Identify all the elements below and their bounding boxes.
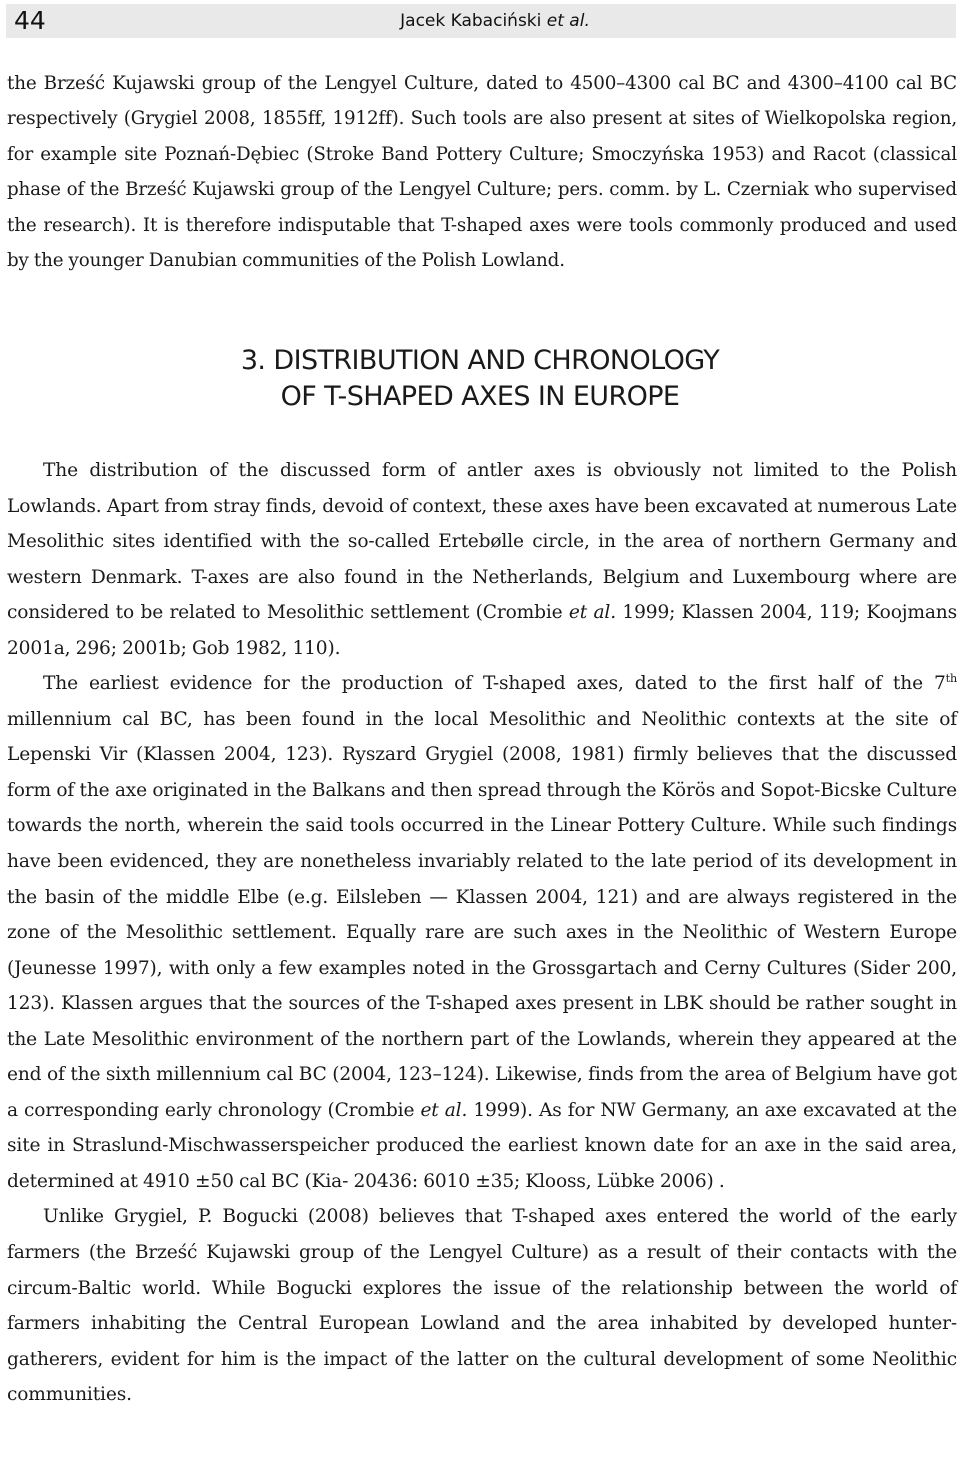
- italic-citation: et al.: [568, 602, 616, 624]
- superscript: th: [945, 672, 957, 686]
- text-block-top: [7, 66, 957, 278]
- paragraph-text: 1999; Klassen 2004, 119; Koojmans 2001a, 296; 2001b; Gob 1982, 110).: [7, 602, 957, 659]
- paragraph-distribution: [7, 453, 957, 666]
- italic-citation: et al.: [420, 1099, 468, 1121]
- paragraph-continuation: the Brześć Kujawski group of the Lengyel Culture, dated to 4500–4300 cal BC and 4300–4100 cal BC respectively (Grygiel 2008, 1855ff, 1912ff). Such tools are also present at sites of Wielkopolska region, for example site Poznań-Dębiec (Stroke Band Pottery Culture; Smoczyńska 1953) and Racot (classical phase of the Brześć Kujawski group of the Lengyel Culture; pers. comm. by L. Czerniak who supervised the research). It is therefore indisputable that T-shaped axes were tools commonly produced and used by the younger Danubian communities of the Polish Lowland.: [7, 73, 957, 272]
- paragraph-text: millennium cal BC, has been found in the local Mesolithic and Neolithic contexts at the site of Lepenski Vir (Klassen 2004, 123). Ryszard Grygiel (2008, 1981) firmly believes that the discussed form of the axe originated in the Balkans and then spread through the Körös and Sopot-Bicske Culture towards the north, wherein the said tools occurred in the Linear Pottery Culture. While such findings have been evidenced, they are nonetheless invariably related to the late period of its development in the basin of the middle Elbe (e.g. Eilsleben — Klassen 2004, 121) and are always registered in the zone of the Mesolithic settlement. Equally rare are such axes in the Neolithic of Western Europe (Jeunesse 1997), with only a few examples noted in the Grossgartach and Cerny Cultures (Sider 200, 123). Klassen argues that the sources of the T-shaped axes present in LBK should be rather sought in the Late Mesolithic environment of the northern part of the Lowlands, wherein they appeared at the end of the sixth millennium cal BC (2004, 123–124). Likewise, finds from the area of Belgium have got a corresponding early chronology (Crombie: [7, 708, 957, 1121]
- paragraph-bogucki: Unlike Grygiel, P. Bogucki (2008) believes that T-shaped axes entered the world of the early farmers (the Brześć Kujawski group of the Lengyel Culture) as a result of their contacts with the circum-Baltic world. While Bogucki explores the issue of the relationship between the world of farmers inhabiting the Central European Lowland and the area inhabited by developed hunter-gatherers, evident for him is the impact of the latter on the cultural development of some Neolithic communities.: [7, 1206, 957, 1406]
- section-heading: [0, 343, 960, 415]
- running-head-author: [6, 4, 956, 38]
- paragraph-text: The distribution of the discussed form of antler axes is obviously not limited to the Polish Lowlands. Apart from stray finds, devoid of context, these axes have been excavated at numerous Late Mesolithic sites identified with the so-called Ertebølle circle, in the area of northern Germany and western Denmark. T-axes are also found in the Netherlands, Belgium and Luxembourg where are considered to be related to Mesolithic settlement (Crombie: [7, 460, 957, 624]
- author-name: Jacek Kabaciński: [400, 11, 542, 31]
- section-heading-line-2: OF T-SHAPED AXES IN EUROPE: [280, 381, 680, 412]
- text-block-main: [7, 453, 957, 1413]
- paragraph-earliest-evidence: [7, 666, 957, 1199]
- paragraph-text: 1999). As for NW Germany, an axe excavated at the site in Straslund-Mischwasserspeicher produced the earliest known date for an axe in the said area, determined at 4910 ±50 cal BC (Kia- 20436: 6010 ±35; Klooss, Lübke 2006) .: [7, 1099, 958, 1192]
- section-heading-line-1: 3. DISTRIBUTION AND CHRONOLOGY: [240, 345, 720, 376]
- paragraph-text: The earliest evidence for the production of T-shaped axes, dated to the first half of the 7: [43, 673, 946, 695]
- running-header: [6, 4, 956, 38]
- page-number: 44: [14, 6, 46, 35]
- author-suffix: et al.: [546, 11, 590, 31]
